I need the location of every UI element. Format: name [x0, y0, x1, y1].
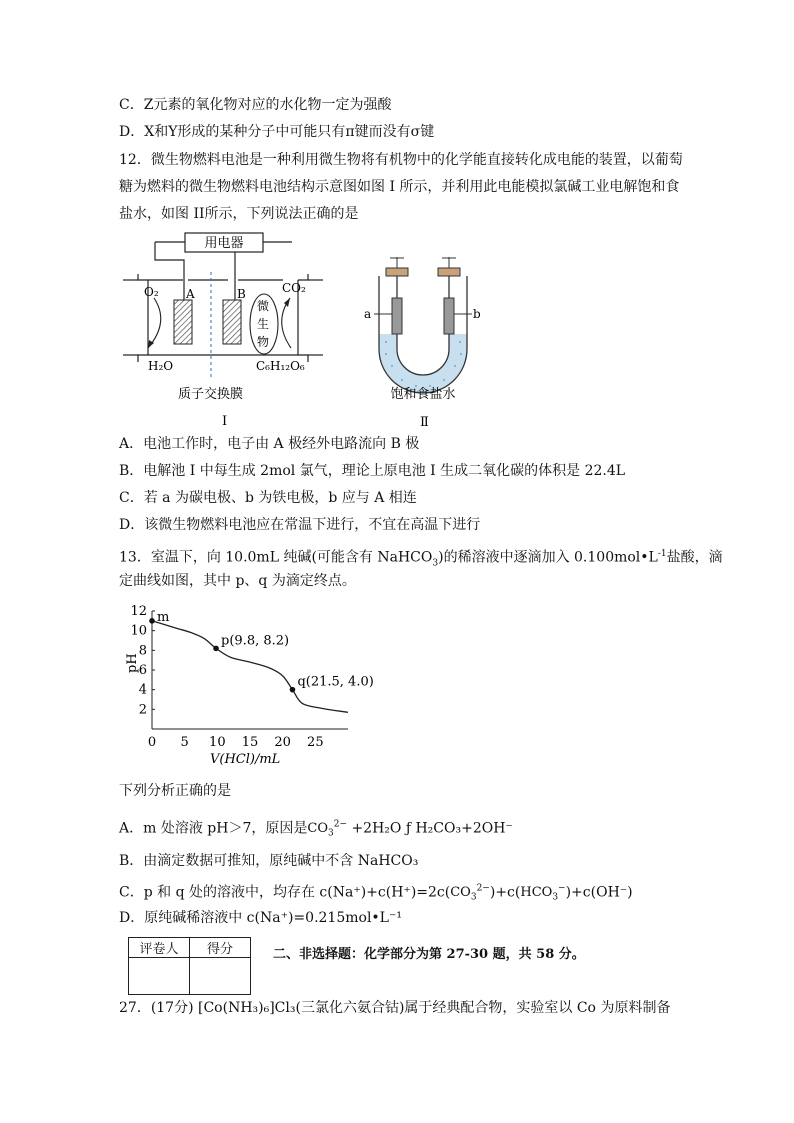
y-tick-label: 12 — [130, 604, 147, 619]
a-label: A — [186, 287, 195, 301]
q12-option-b: B．电解池 I 中每生成 2mol 氯气，理论上原电池 I 生成二氧化碳的体积是 22.4L — [119, 463, 626, 479]
solution-label: 饱和食盐水 — [390, 387, 456, 402]
y-tick-label: 6 — [138, 663, 147, 678]
x-tick-label: 10 — [209, 735, 226, 750]
x-tick-label: 25 — [307, 735, 324, 750]
q12-option-c: C．若 a 为碳电极、b 为铁电极，b 应与 A 相连 — [119, 490, 417, 506]
q13-option-d: D．原纯碱稀溶液中 c(Na⁺)=0.215mol•L⁻¹ — [119, 910, 402, 926]
titration-chart — [118, 604, 374, 775]
figure-ii-label: Ⅱ — [420, 415, 429, 430]
point-label-m: m — [157, 609, 170, 625]
y-axis-label: pH — [125, 653, 140, 673]
y-tick-label: 10 — [130, 623, 147, 639]
microbe-char-1: 微 — [257, 299, 270, 313]
microbe-char-3: 物 — [257, 335, 270, 349]
q13-stem-2: 定曲线如图，其中 p、q 为滴定终点。 — [119, 573, 356, 589]
device-label: 用电器 — [204, 236, 244, 251]
electrode-a-rod — [392, 298, 402, 334]
a-terminal-label: a — [364, 307, 372, 321]
u-tube-diagram — [360, 254, 490, 430]
q27-stem: 27．(17分) [Co(NH₃)₆]Cl₃(三氯化六氨合钴)属于经典配合物，实验室以 Co 为原料制备 — [119, 1000, 671, 1016]
right-stopper — [438, 268, 460, 276]
option-11c: C．Z元素的氧化物对应的水化物一定为强酸 — [119, 97, 392, 113]
microbe-char-2: 生 — [257, 317, 270, 331]
q12-stem-2: 糖为燃料的微生物燃料电池结构示意图如图 I 所示，并利用此电能模拟氯碱工业电解饱和食 — [119, 179, 680, 195]
x-tick-label: 20 — [274, 735, 291, 750]
y-tick-label: 4 — [138, 682, 147, 698]
b-terminal-label: b — [473, 307, 481, 321]
electrode-b — [223, 300, 241, 344]
x-axis-label: V(HCl)/mL — [210, 752, 281, 767]
h2o-label: H₂O — [148, 359, 174, 373]
x-tick-label: 5 — [180, 735, 189, 750]
point-p — [213, 646, 219, 652]
electrode-b-rod — [444, 298, 454, 334]
salt-solution — [379, 334, 467, 393]
reviewer-header: 评卷人 — [129, 938, 190, 958]
o2-arrow — [148, 298, 161, 348]
option-11d: D．X和Y形成的某种分子中可能只有π键而没有σ键 — [119, 124, 435, 140]
point-label-p: p(9.8, 8.2) — [221, 633, 290, 649]
b-label: B — [237, 287, 246, 301]
fuel-cell-diagram — [118, 230, 333, 430]
q12-option-d: D．该微生物燃料电池应在常温下进行，不宜在高温下进行 — [119, 517, 481, 533]
q13-prompt: 下列分析正确的是 — [119, 783, 231, 799]
q12-stem-3: 盐水，如图 II所示，下列说法正确的是 — [119, 206, 359, 222]
reviewer-cell — [129, 958, 190, 995]
section-2-heading: 二、非选择题：化学部分为第 27-30 题，共 58 分。 — [273, 947, 585, 962]
membrane-label: 质子交换膜 — [178, 387, 244, 402]
q13-option-c: C．p 和 q 处的溶液中，均存在 $c(Na^+)+c(H^+)=2c(CO_3^{2-})+c(HCO_3^-)+c(OH^-)$ — [119, 884, 633, 903]
x-tick-label: 15 — [241, 735, 259, 750]
point-q — [290, 687, 296, 693]
q13-option-b: B．由滴定数据可推知，原纯碱中不含 NaHCO₃ — [119, 853, 419, 869]
x-tick-label: 0 — [147, 735, 157, 750]
figure-i-label: Ⅰ — [222, 414, 228, 429]
glucose-label: C₆H₁₂O₆ — [256, 359, 305, 373]
co2-arrow — [282, 298, 291, 348]
point-m — [149, 618, 155, 624]
electrode-a — [174, 300, 192, 344]
q12-stem-1: 12．微生物燃料电池是一种利用微生物将有机物中的化学能直接转化成电能的装置，以葡萄 — [119, 152, 683, 168]
y-tick-label: 8 — [138, 643, 147, 659]
left-stopper — [386, 268, 408, 276]
q12-option-a: A．电池工作时，电子由 A 极经外电路流向 B 极 — [119, 436, 420, 452]
q13-stem-1: 13．室温下，向 10.0mL 纯碱(可能含有 NaHCO$_3$)的稀溶液中逐滴加入 $0.100mol•L^{-1}$盐酸，滴 — [119, 549, 723, 569]
score-cell — [190, 958, 251, 995]
q13-option-a: A．m 处溶液 pH＞7，原因是$CO_3^{2-} +2H_2O$ ƒ H₂CO₃+2OH⁻ — [119, 820, 513, 839]
co2-label: CO₂ — [282, 281, 306, 295]
score-table — [128, 937, 251, 995]
score-header: 得分 — [190, 938, 251, 958]
o2-label: O₂ — [144, 285, 159, 299]
point-label-q: q(21.5, 4.0) — [297, 674, 374, 690]
y-tick-label: 2 — [138, 702, 147, 718]
